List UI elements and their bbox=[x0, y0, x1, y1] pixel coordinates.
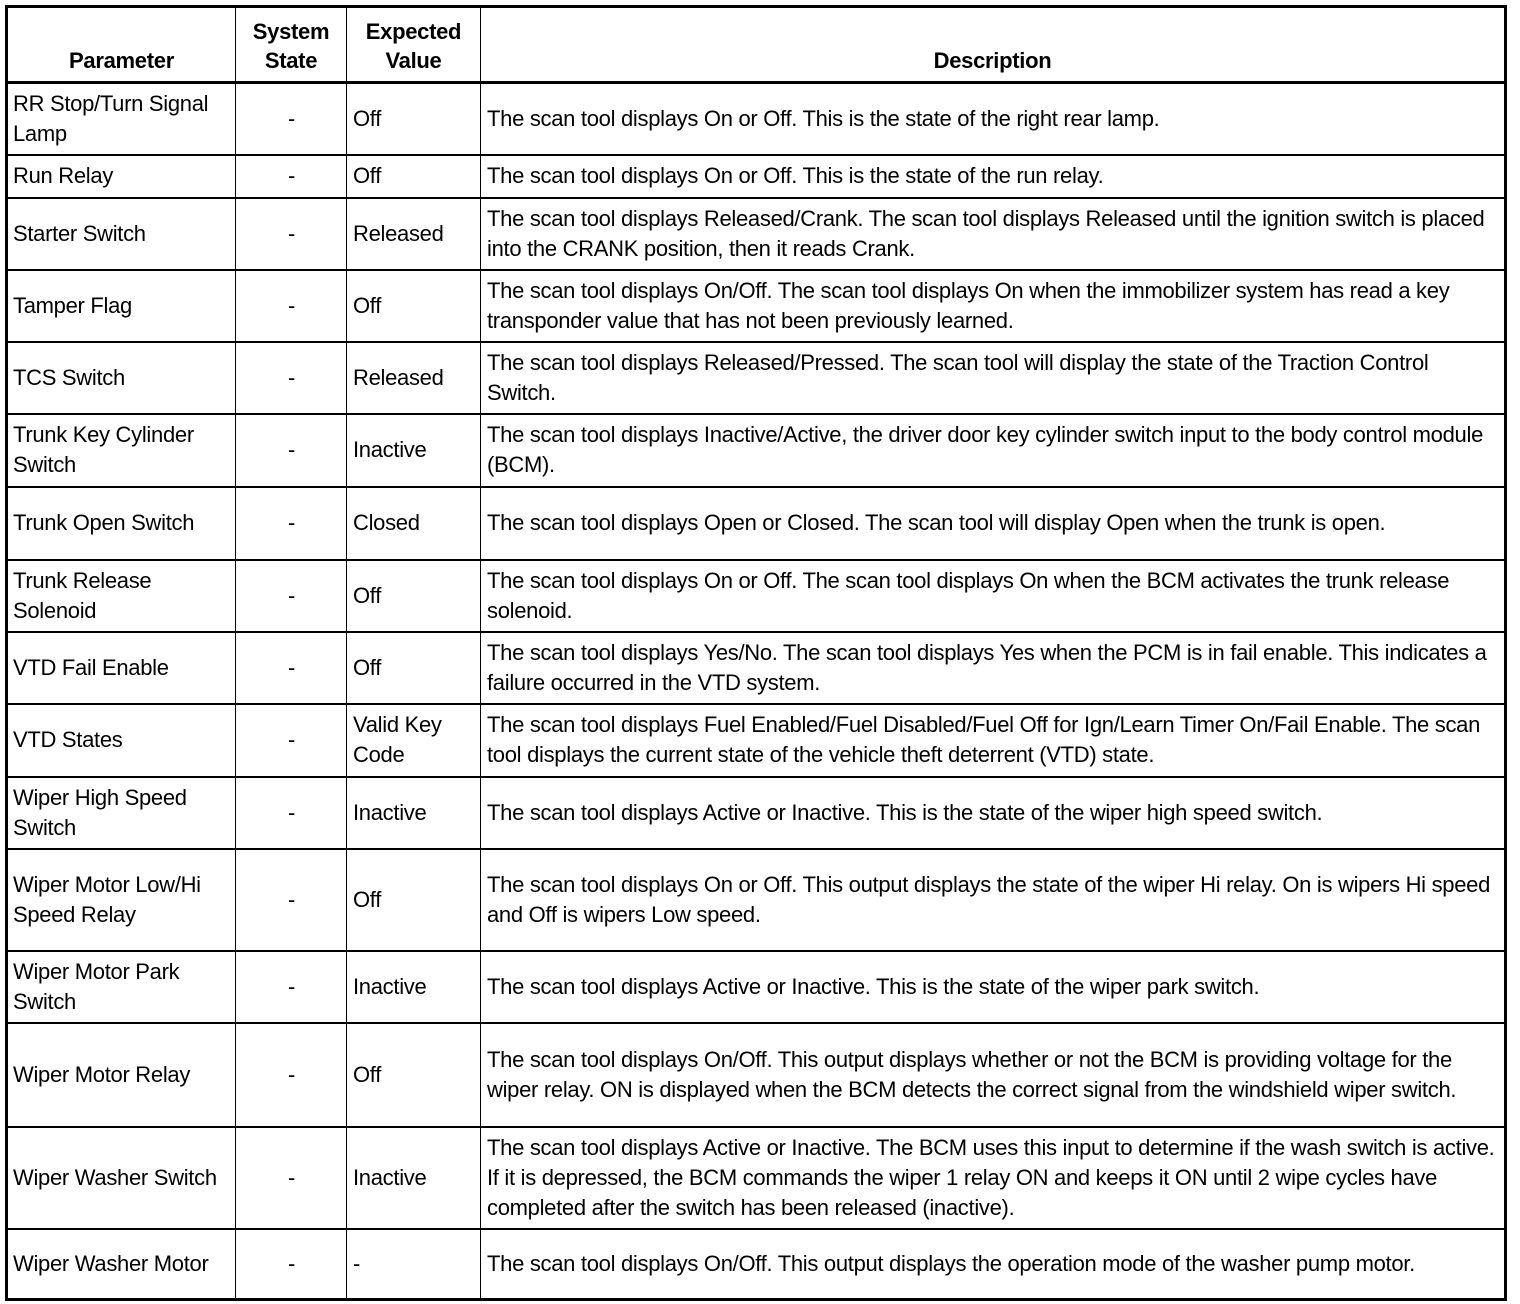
table-header bbox=[7, 7, 1506, 83]
parameter-cell: Trunk Open Switch bbox=[7, 487, 236, 560]
table-row bbox=[7, 270, 1506, 342]
table-row bbox=[7, 777, 1506, 849]
table-row bbox=[7, 1229, 1506, 1300]
expected-value-cell: Off bbox=[347, 849, 481, 951]
expected-value-cell: Off bbox=[347, 270, 481, 342]
expected-value-cell: Inactive bbox=[347, 414, 481, 487]
description-cell: The scan tool displays Active or Inactive. This is the state of the wiper park switch. bbox=[481, 951, 1506, 1023]
parameter-cell: Run Relay bbox=[7, 155, 236, 198]
header-expected-value: Expected Value bbox=[347, 7, 481, 83]
description-cell: The scan tool displays Yes/No. The scan tool displays Yes when the PCM is in fail enable. This indicates a failure occurred in the VTD system. bbox=[481, 632, 1506, 704]
system-state-cell: - bbox=[236, 342, 347, 414]
table-row bbox=[7, 1127, 1506, 1229]
table-row bbox=[7, 632, 1506, 704]
system-state-cell: - bbox=[236, 487, 347, 560]
system-state-cell: - bbox=[236, 849, 347, 951]
table-row bbox=[7, 1023, 1506, 1127]
system-state-cell: - bbox=[236, 155, 347, 198]
description-cell: The scan tool displays Released/Crank. The scan tool displays Released until the ignition switch is placed into the CRANK position, then it reads Crank. bbox=[481, 198, 1506, 270]
description-cell: The scan tool displays Released/Pressed. The scan tool will display the state of the Traction Control Switch. bbox=[481, 342, 1506, 414]
parameter-cell: TCS Switch bbox=[7, 342, 236, 414]
expected-value-cell: Valid Key Code bbox=[347, 704, 481, 777]
parameter-cell: Wiper Motor Low/Hi Speed Relay bbox=[7, 849, 236, 951]
table-row bbox=[7, 560, 1506, 632]
description-cell: The scan tool displays Fuel Enabled/Fuel Disabled/Fuel Off for Ign/Learn Timer On/Fail Enable. The scan tool displays the current state of the vehicle theft deterrent (VTD) state. bbox=[481, 704, 1506, 777]
expected-value-cell: Off bbox=[347, 560, 481, 632]
parameter-cell: Starter Switch bbox=[7, 198, 236, 270]
table-body bbox=[7, 83, 1506, 1300]
parameter-cell: Wiper Washer Motor bbox=[7, 1229, 236, 1300]
expected-value-cell: Released bbox=[347, 198, 481, 270]
table-row bbox=[7, 83, 1506, 155]
system-state-cell: - bbox=[236, 198, 347, 270]
system-state-cell: - bbox=[236, 1229, 347, 1300]
system-state-cell: - bbox=[236, 414, 347, 487]
description-cell: The scan tool displays On/Off. This output displays whether or not the BCM is providing voltage for the wiper relay. ON is displayed when the BCM detects the correct signal from the windshield wiper switch. bbox=[481, 1023, 1506, 1127]
description-cell: The scan tool displays On or Off. This is the state of the run relay. bbox=[481, 155, 1506, 198]
description-cell: The scan tool displays On or Off. This is the state of the right rear lamp. bbox=[481, 83, 1506, 155]
table-row bbox=[7, 951, 1506, 1023]
header-description: Description bbox=[481, 7, 1506, 83]
description-cell: The scan tool displays Active or Inactive. The BCM uses this input to determine if the wash switch is active. If it is depressed, the BCM commands the wiper 1 relay ON and keeps it ON until 2 wipe cycles have completed after the switch has been released (inactive). bbox=[481, 1127, 1506, 1229]
description-cell: The scan tool displays Active or Inactive. This is the state of the wiper high speed switch. bbox=[481, 777, 1506, 849]
table-row bbox=[7, 704, 1506, 777]
expected-value-cell: Inactive bbox=[347, 951, 481, 1023]
header-system-state: System State bbox=[236, 7, 347, 83]
header-row bbox=[7, 7, 1506, 83]
expected-value-cell: Off bbox=[347, 632, 481, 704]
parameter-cell: Wiper High Speed Switch bbox=[7, 777, 236, 849]
description-cell: The scan tool displays On or Off. This output displays the state of the wiper Hi relay. On is wipers Hi speed and Off is wipers Low speed. bbox=[481, 849, 1506, 951]
table-row bbox=[7, 342, 1506, 414]
table-row bbox=[7, 155, 1506, 198]
system-state-cell: - bbox=[236, 83, 347, 155]
system-state-cell: - bbox=[236, 704, 347, 777]
parameter-cell: Wiper Motor Relay bbox=[7, 1023, 236, 1127]
system-state-cell: - bbox=[236, 1023, 347, 1127]
description-cell: The scan tool displays Inactive/Active, the driver door key cylinder switch input to the body control module (BCM). bbox=[481, 414, 1506, 487]
expected-value-cell: Released bbox=[347, 342, 481, 414]
expected-value-cell: - bbox=[347, 1229, 481, 1300]
table-row bbox=[7, 414, 1506, 487]
parameter-cell: VTD Fail Enable bbox=[7, 632, 236, 704]
expected-value-cell: Off bbox=[347, 83, 481, 155]
parameter-cell: VTD States bbox=[7, 704, 236, 777]
parameter-cell: RR Stop/Turn Signal Lamp bbox=[7, 83, 236, 155]
expected-value-cell: Off bbox=[347, 155, 481, 198]
scan-tool-data-table bbox=[5, 5, 1507, 1301]
table-row bbox=[7, 487, 1506, 560]
table-row bbox=[7, 849, 1506, 951]
description-cell: The scan tool displays On/Off. This output displays the operation mode of the washer pump motor. bbox=[481, 1229, 1506, 1300]
header-parameter: Parameter bbox=[7, 7, 236, 83]
parameter-cell: Wiper Motor Park Switch bbox=[7, 951, 236, 1023]
parameter-cell: Trunk Key Cylinder Switch bbox=[7, 414, 236, 487]
description-cell: The scan tool displays On/Off. The scan tool displays On when the immobilizer system has read a key transponder value that has not been previously learned. bbox=[481, 270, 1506, 342]
description-cell: The scan tool displays Open or Closed. The scan tool will display Open when the trunk is open. bbox=[481, 487, 1506, 560]
expected-value-cell: Inactive bbox=[347, 777, 481, 849]
table-row bbox=[7, 198, 1506, 270]
system-state-cell: - bbox=[236, 777, 347, 849]
description-cell: The scan tool displays On or Off. The scan tool displays On when the BCM activates the trunk release solenoid. bbox=[481, 560, 1506, 632]
parameter-cell: Wiper Washer Switch bbox=[7, 1127, 236, 1229]
expected-value-cell: Closed bbox=[347, 487, 481, 560]
system-state-cell: - bbox=[236, 270, 347, 342]
system-state-cell: - bbox=[236, 1127, 347, 1229]
expected-value-cell: Inactive bbox=[347, 1127, 481, 1229]
system-state-cell: - bbox=[236, 632, 347, 704]
parameter-cell: Trunk Release Solenoid bbox=[7, 560, 236, 632]
system-state-cell: - bbox=[236, 560, 347, 632]
expected-value-cell: Off bbox=[347, 1023, 481, 1127]
system-state-cell: - bbox=[236, 951, 347, 1023]
parameter-cell: Tamper Flag bbox=[7, 270, 236, 342]
